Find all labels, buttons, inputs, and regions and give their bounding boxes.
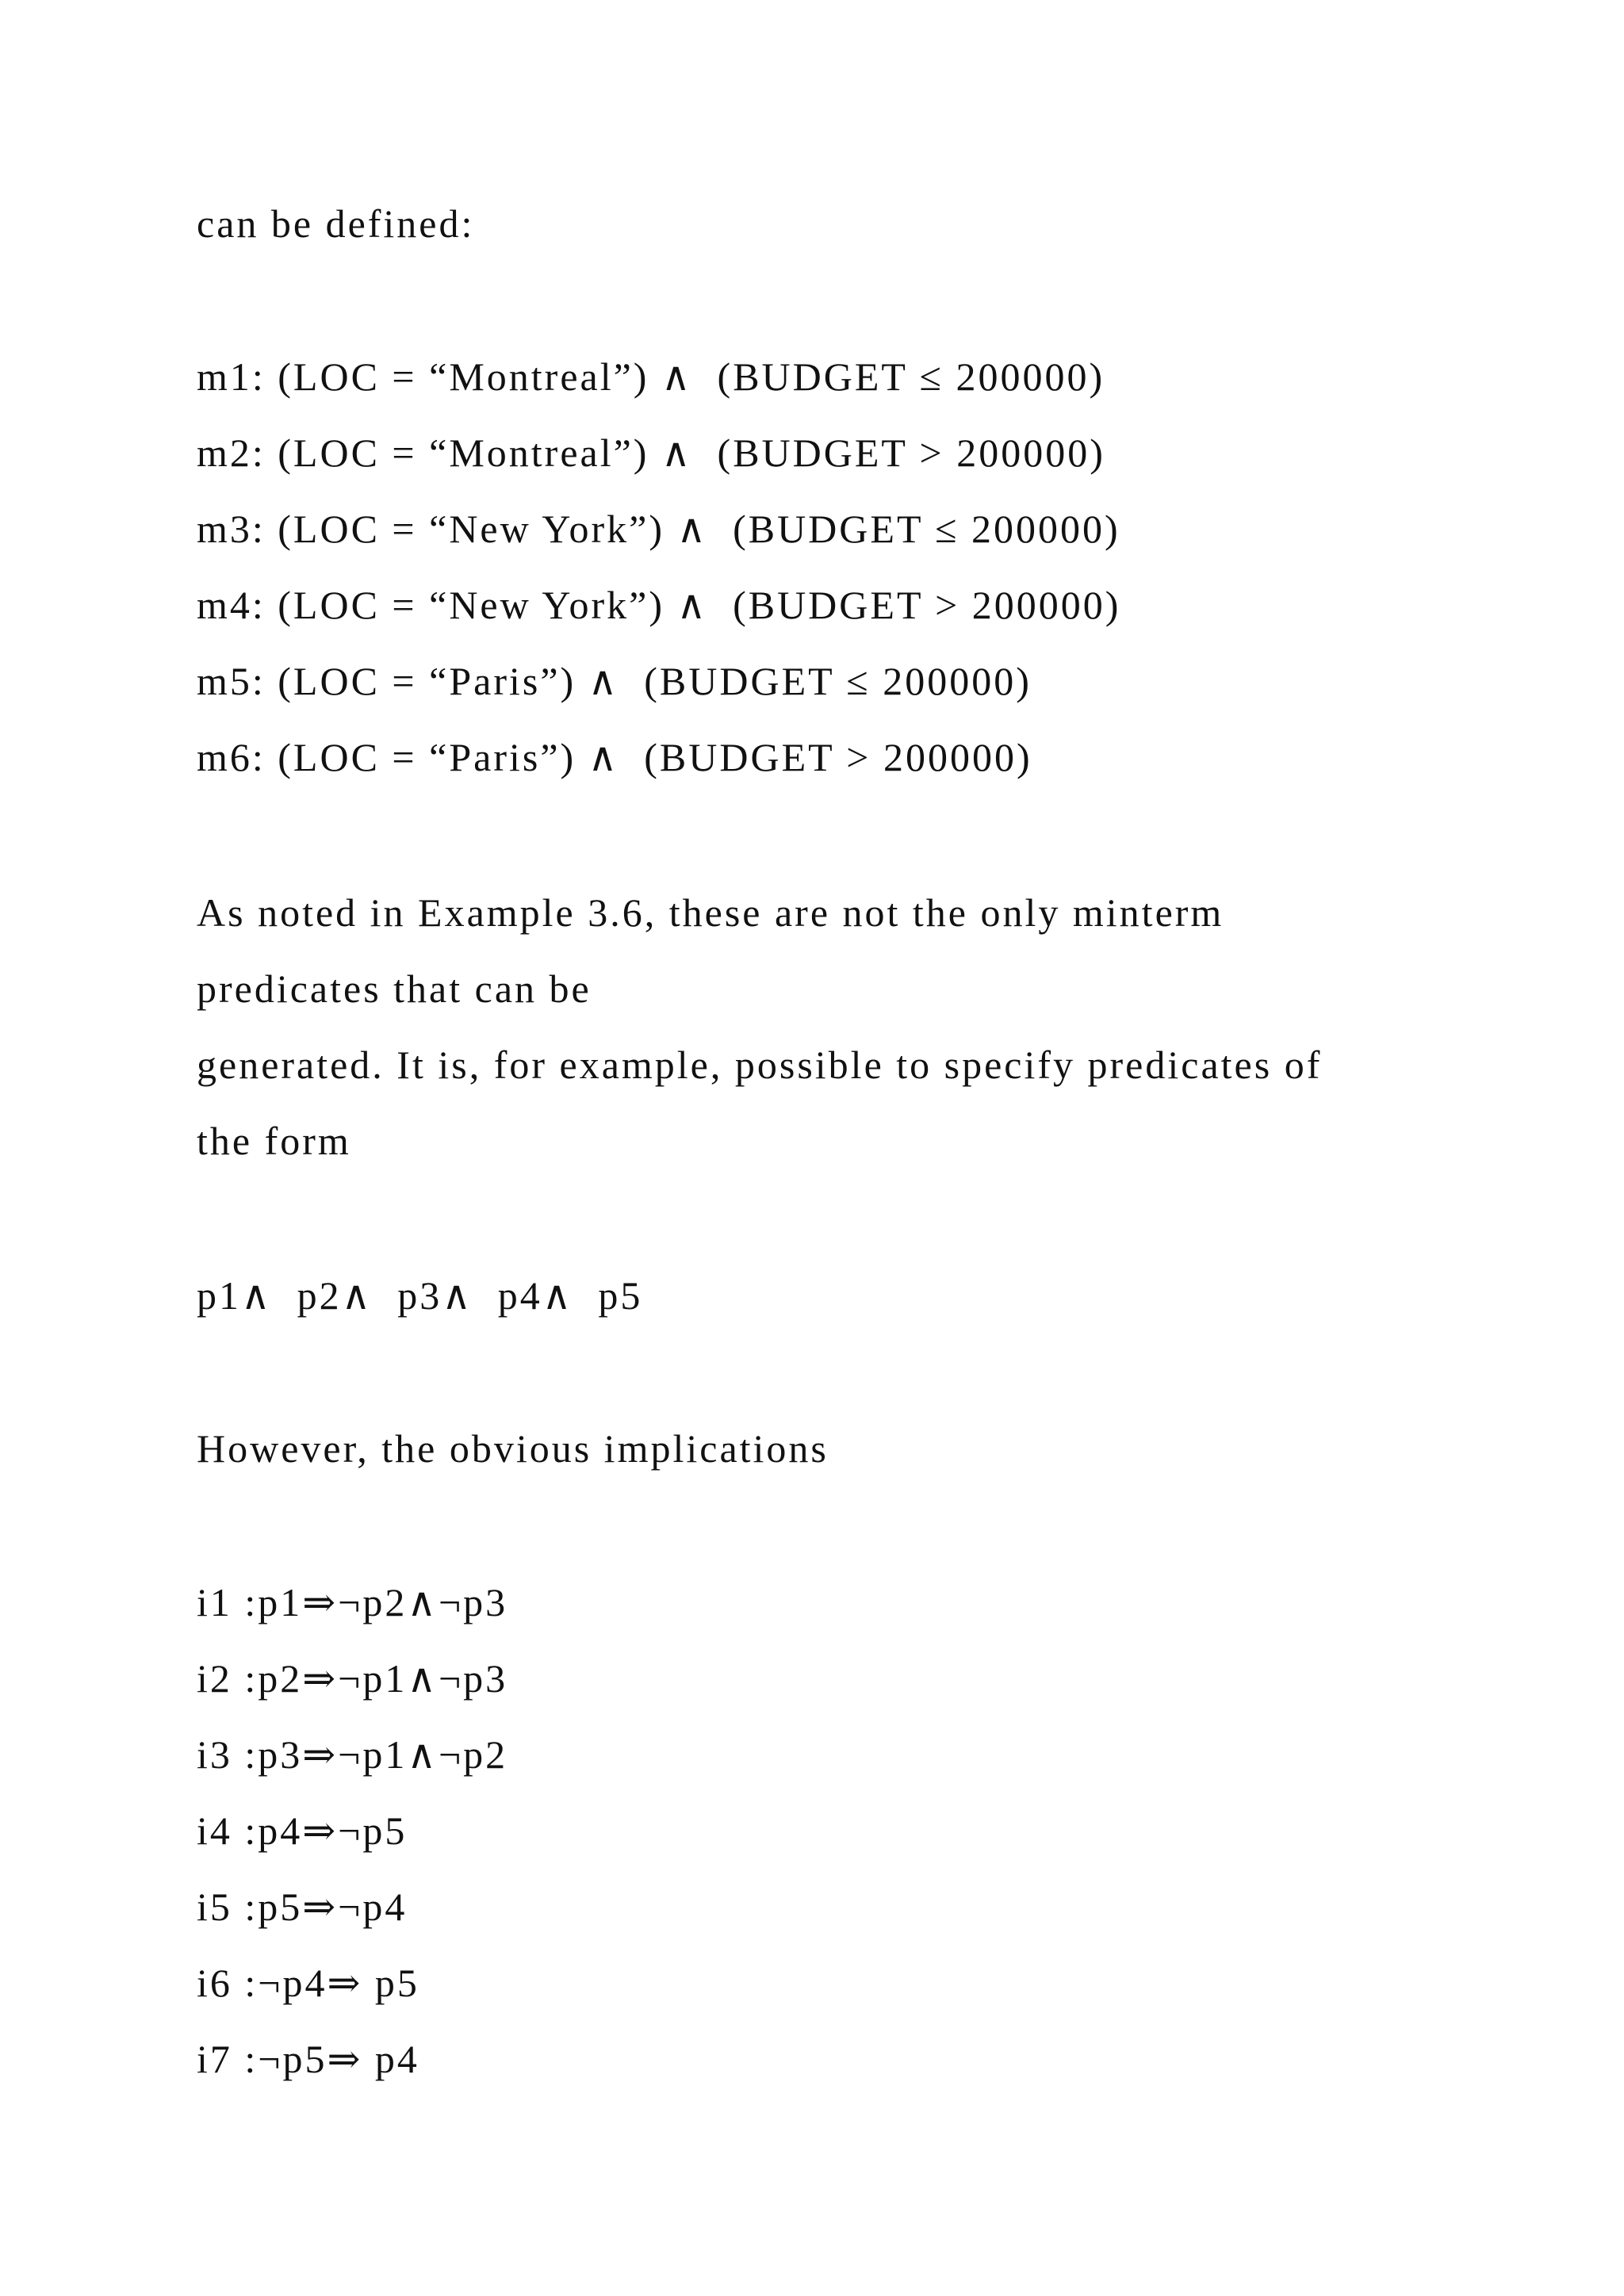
minterm-m4: m4: (LOC = “New York”) ∧ (BUDGET > 200000) <box>197 583 1121 627</box>
implication-i1: i1 :p1⇒¬p2∧¬p3 <box>197 1580 508 1624</box>
minterm-m1: m1: (LOC = “Montreal”) ∧ (BUDGET ≤ 200000) <box>197 354 1105 399</box>
implication-i4: i4 :p4⇒¬p5 <box>197 1808 408 1853</box>
implication-i3: i3 :p3⇒¬p1∧¬p2 <box>197 1732 508 1777</box>
minterm-m6: m6: (LOC = “Paris”) ∧ (BUDGET > 200000) <box>197 735 1032 779</box>
implication-i7: i7 :¬p5⇒ p4 <box>197 2037 419 2081</box>
minterm-m2: m2: (LOC = “Montreal”) ∧ (BUDGET > 200000) <box>197 430 1105 475</box>
implication-i6: i6 :¬p4⇒ p5 <box>197 1961 419 2005</box>
form-expression: p1∧ p2∧ p3∧ p4∧ p5 <box>197 1273 643 1318</box>
paragraph-line-3: generated. It is, for example, possible to specify predicates of <box>197 1043 1323 1087</box>
paragraph-line-2: predicates that can be <box>197 966 592 1011</box>
minterm-m3: m3: (LOC = “New York”) ∧ (BUDGET ≤ 200000) <box>197 507 1120 551</box>
however-text: However, the obvious implications <box>197 1426 829 1471</box>
implication-i2: i2 :p2⇒¬p1∧¬p3 <box>197 1656 508 1701</box>
intro-text: can be defined: <box>197 201 475 246</box>
implication-i5: i5 :p5⇒¬p4 <box>197 1885 408 1929</box>
minterm-m5: m5: (LOC = “Paris”) ∧ (BUDGET ≤ 200000) <box>197 659 1032 703</box>
paragraph-line-4: the form <box>197 1119 351 1163</box>
paragraph-line-1: As noted in Example 3.6, these are not the only minterm <box>197 890 1224 935</box>
